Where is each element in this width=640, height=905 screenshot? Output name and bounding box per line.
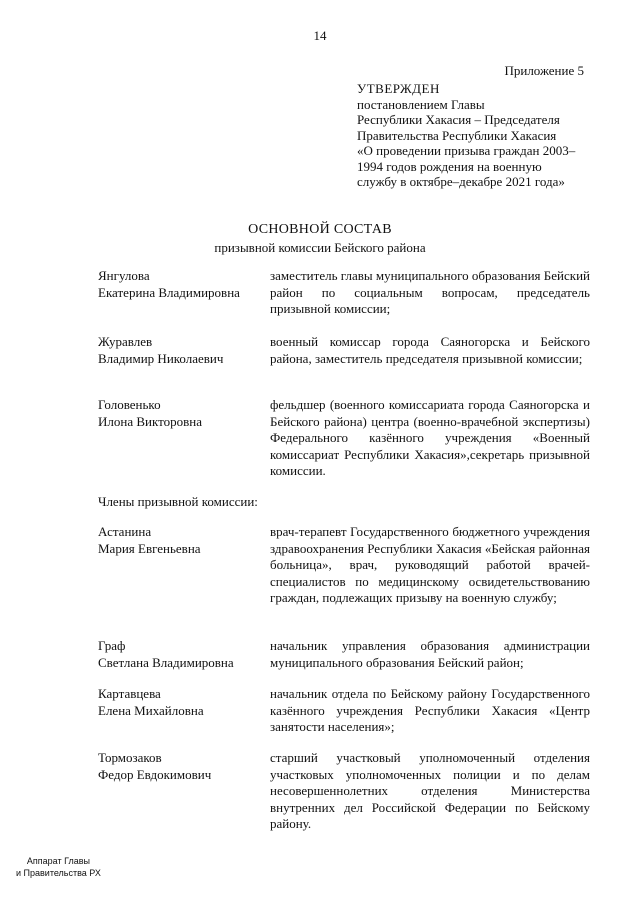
member-given-name: Мария Евгеньевна xyxy=(98,540,201,556)
appendix-label: Приложение 5 xyxy=(504,63,584,78)
member-surname: Граф xyxy=(98,638,126,653)
approval-line: «О проведении призыва граждан 2003– xyxy=(357,143,576,158)
approval-heading: УТВЕРЖДЕН xyxy=(357,81,440,96)
member-surname: Головенько xyxy=(98,397,161,412)
member-role: старший участковый уполномоченный отделения участковых уполномоченных полиции и по делам несовершеннолетних отделения Министерства внутренних дел Российской Федерации по Бейскому району. xyxy=(270,750,590,831)
page-number: 14 xyxy=(313,28,327,43)
member-given-name: Елена Михайловна xyxy=(98,702,204,718)
member-name xyxy=(98,686,258,719)
member-given-name: Екатерина Владимировна xyxy=(98,284,240,300)
member-name xyxy=(98,638,258,671)
member-name xyxy=(98,750,258,783)
member-given-name: Владимир Николаевич xyxy=(98,350,224,366)
approval-block xyxy=(357,81,597,190)
member-name xyxy=(98,397,258,430)
member-role: заместитель главы муниципального образования Бейский район по социальным вопросам, председатель призывной комиссии; xyxy=(270,268,590,316)
document-subtitle: призывной комиссии Бейского района xyxy=(214,240,426,255)
member-surname: Янгулова xyxy=(98,268,150,283)
member-role: врач-терапевт Государственного бюджетного учреждения здравоохранения Республики Хакасия «Бейская районная больница», врач, руководящий работой врачей-специалистов по медицинскому освидетельствованию граждан, подлежащих призыву на военную службу; xyxy=(270,524,590,605)
member-name xyxy=(98,334,258,367)
document-title: ОСНОВНОЙ СОСТАВ xyxy=(248,222,392,237)
approval-line: 1994 годов рождения на военную xyxy=(357,158,542,174)
member-role: начальник отдела по Бейскому району Государственного казённого учреждения Республики Хакасия «Центр занятости населения»; xyxy=(270,686,590,734)
members-heading: Члены призывной комиссии: xyxy=(98,494,258,509)
member-given-name: Федор Евдокимович xyxy=(98,766,212,782)
member-surname: Тормозаков xyxy=(98,750,162,765)
member-name xyxy=(98,268,258,301)
stamp-line: и Правительства РХ xyxy=(16,868,101,878)
footer-stamp xyxy=(16,855,101,879)
approval-line: Правительства Республики Хакасия xyxy=(357,127,557,143)
member-surname: Журавлев xyxy=(98,334,153,349)
approval-line: Республики Хакасия – Председателя xyxy=(357,112,560,127)
member-given-name: Светлана Владимировна xyxy=(98,654,234,670)
member-name xyxy=(98,524,258,557)
member-role: начальник управления образования администрации муниципального образования Бейский район; xyxy=(270,638,590,670)
approval-line: постановлением Главы xyxy=(357,96,485,112)
member-role: фельдшер (военного комиссариата города Саяногорска и Бейского района) центра (военно-врачебной экспертизы) Федерального казённого учреждения «Военный комиссариат Республики Хакасия»,секретарь призывной комиссии. xyxy=(270,397,590,478)
member-surname: Картавцева xyxy=(98,686,161,701)
approval-line: службу в октябре–декабре 2021 года» xyxy=(357,174,565,189)
stamp-line: Аппарат Главы xyxy=(26,856,90,866)
member-given-name: Илона Викторовна xyxy=(98,413,202,429)
member-surname: Астанина xyxy=(98,524,152,539)
member-role: военный комиссар города Саяногорска и Бейского района, заместитель председателя призывной комиссии; xyxy=(270,334,590,366)
